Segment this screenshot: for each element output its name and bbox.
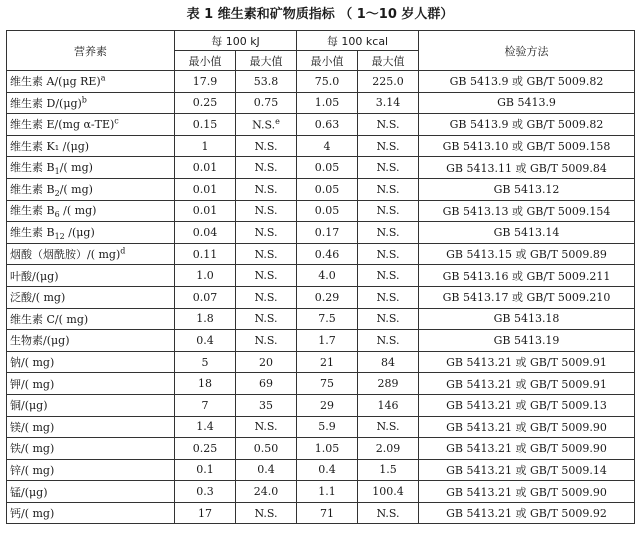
kcal-min-cell — [297, 481, 358, 503]
nutrient-name-text: 铁/( mg) — [10, 442, 55, 456]
nutrient-name-text: 维生素 C/( mg) — [10, 312, 89, 326]
value-text: N.S. — [254, 312, 278, 326]
kcal-min-cell — [297, 286, 358, 308]
nutrient-name-cell — [7, 351, 175, 373]
kj-max-cell — [236, 502, 297, 524]
value-text: 0.01 — [192, 182, 218, 196]
value-text: N.S. — [376, 182, 400, 196]
nutrient-name-cell — [7, 265, 175, 287]
kcal-max-cell — [358, 157, 419, 179]
nutrient-name-text: 维生素 K₁ /(μg) — [10, 140, 90, 154]
kj-max-cell — [236, 330, 297, 352]
kcal-max-cell — [358, 114, 419, 136]
value-text: 69 — [259, 377, 273, 391]
header-kcal-min: 最小值 — [297, 51, 358, 71]
table-row — [7, 92, 635, 114]
nutrient-name-cell — [7, 286, 175, 308]
kj-max-cell — [236, 157, 297, 179]
method-cell: GB 5413.18 — [419, 308, 635, 330]
kj-min-cell — [175, 286, 236, 308]
value-text: 24.0 — [253, 485, 279, 499]
value-text: 146 — [377, 398, 399, 412]
value-text: 0.50 — [253, 441, 279, 455]
kj-min-cell — [175, 178, 236, 200]
value-text: 4.0 — [318, 269, 336, 283]
nutrient-name-cell — [7, 92, 175, 114]
value-text: 0.17 — [314, 225, 340, 239]
kj-min-cell — [175, 351, 236, 373]
nutrient-name-text: 泛酸/( mg) — [10, 291, 66, 305]
header-kcal-max: 最大值 — [358, 51, 419, 71]
method-cell: GB 5413.21 或 GB/T 5009.91 — [419, 373, 635, 395]
value-text: 0.07 — [192, 290, 218, 304]
kj-min-cell — [175, 243, 236, 265]
value-text: N.S. — [254, 506, 278, 520]
table-row — [7, 502, 635, 524]
kj-max-cell — [236, 351, 297, 373]
nutrient-name-cell — [7, 200, 175, 222]
value-text: N.S. — [254, 204, 278, 218]
footnote-marker: c — [114, 116, 119, 126]
value-text: 0.15 — [192, 117, 218, 131]
value-text: N.S. — [376, 139, 400, 153]
table-row — [7, 178, 635, 200]
method-cell: GB 5413.12 — [419, 178, 635, 200]
value-text: 0.46 — [314, 247, 340, 261]
value-text: 0.4 — [257, 463, 275, 477]
nutrient-name-cell — [7, 135, 175, 157]
nutrient-name-text: 钾/( mg) — [10, 377, 55, 391]
value-text: 75 — [320, 377, 335, 391]
kcal-min-cell — [297, 502, 358, 524]
value-text: 5 — [201, 355, 209, 369]
table-row — [7, 438, 635, 460]
kcal-min-cell — [297, 135, 358, 157]
nutrient-name-text: 镁/( mg) — [10, 420, 55, 434]
nutrient-name-text: 叶酸/(μg) — [10, 269, 59, 283]
value-text: N.S. — [376, 333, 400, 347]
table-row — [7, 481, 635, 503]
nutrient-name-text: 烟酸（烟酰胺）/( mg) — [10, 248, 121, 262]
value-text: N.S. — [376, 420, 400, 434]
kcal-min-cell — [297, 394, 358, 416]
value-text: N.S. — [376, 312, 400, 326]
footnote-marker: a — [100, 73, 106, 83]
table-row — [7, 394, 635, 416]
nutrient-name-cell — [7, 481, 175, 503]
value-text: 1.5 — [379, 463, 397, 477]
table-row — [7, 286, 635, 308]
nutrient-name-text: 维生素 D/(μg) — [10, 96, 82, 110]
kj-max-cell — [236, 222, 297, 244]
value-text: 0.75 — [253, 96, 279, 110]
value-text: 71 — [320, 506, 335, 520]
method-cell: GB 5413.10 或 GB/T 5009.158 — [419, 135, 635, 157]
nutrient-name-cell — [7, 459, 175, 481]
nutrient-name-text: 维生素 B — [10, 225, 55, 239]
kcal-max-cell — [358, 481, 419, 503]
value-text: 84 — [381, 355, 396, 369]
kcal-min-cell — [297, 157, 358, 179]
kcal-min-cell — [297, 373, 358, 395]
method-cell: GB 5413.21 或 GB/T 5009.90 — [419, 416, 635, 438]
value-text: N.S. — [376, 204, 400, 218]
nutrient-name-cell — [7, 157, 175, 179]
table-row — [7, 157, 635, 179]
kj-max-cell — [236, 286, 297, 308]
kcal-min-cell — [297, 351, 358, 373]
nutrient-name-text: 铜/(μg) — [10, 399, 48, 413]
value-text: 0.25 — [192, 96, 218, 110]
kcal-max-cell — [358, 222, 419, 244]
value-text: 1.05 — [314, 96, 340, 110]
nutrient-name-unit: /(μg) — [64, 225, 95, 239]
kj-min-cell — [175, 265, 236, 287]
kcal-max-cell — [358, 308, 419, 330]
nutrient-name-cell — [7, 114, 175, 136]
table-row — [7, 308, 635, 330]
header-row-1 — [7, 31, 635, 51]
header-per-100kj: 每 100 kJ — [175, 31, 297, 51]
nutrient-name-cell — [7, 330, 175, 352]
nutrient-name-cell — [7, 416, 175, 438]
footnote-marker: b — [81, 95, 87, 105]
method-cell: GB 5413.11 或 GB/T 5009.84 — [419, 157, 635, 179]
kcal-max-cell — [358, 286, 419, 308]
value-text: 0.04 — [192, 225, 218, 239]
kj-min-cell — [175, 502, 236, 524]
value-text: 3.14 — [375, 96, 401, 110]
value-text: 1.0 — [196, 269, 214, 283]
value-text: N.S. — [376, 247, 400, 261]
value-text: 1.4 — [196, 420, 214, 434]
kcal-min-cell — [297, 438, 358, 460]
kcal-max-cell — [358, 394, 419, 416]
header-per-100kcal: 每 100 kcal — [297, 31, 419, 51]
value-text: 0.4 — [318, 463, 336, 477]
kj-max-cell — [236, 71, 297, 93]
table-row — [7, 114, 635, 136]
header-kj-max: 最大值 — [236, 51, 297, 71]
table-row — [7, 71, 635, 93]
header-method: 检验方法 — [419, 31, 635, 71]
nutrient-name-cell — [7, 71, 175, 93]
kcal-min-cell — [297, 265, 358, 287]
value-text: 0.05 — [314, 161, 340, 175]
value-text: 225.0 — [372, 74, 404, 88]
value-text: 0.25 — [192, 441, 218, 455]
kcal-max-cell — [358, 373, 419, 395]
value-text: N.S. — [254, 290, 278, 304]
value-text: N.S. — [254, 247, 278, 261]
method-cell: GB 5413.9 或 GB/T 5009.82 — [419, 71, 635, 93]
value-text: N.S. — [254, 420, 278, 434]
kcal-min-cell — [297, 92, 358, 114]
kcal-max-cell — [358, 178, 419, 200]
kcal-min-cell — [297, 222, 358, 244]
value-text: 0.3 — [196, 485, 214, 499]
method-cell: GB 5413.17 或 GB/T 5009.210 — [419, 286, 635, 308]
kcal-max-cell — [358, 351, 419, 373]
value-text: 100.4 — [372, 485, 404, 499]
value-text: N.S. — [254, 182, 278, 196]
nutrient-name-text: 维生素 A/(μg RE) — [10, 75, 101, 89]
nutrient-name-text: 维生素 B — [10, 161, 55, 175]
kj-max-cell — [236, 438, 297, 460]
kcal-min-cell — [297, 308, 358, 330]
table-row — [7, 265, 635, 287]
nutrient-name-unit: /( mg) — [59, 204, 97, 218]
table-row — [7, 459, 635, 481]
method-cell: GB 5413.15 或 GB/T 5009.89 — [419, 243, 635, 265]
value-text: 17.9 — [192, 74, 218, 88]
kcal-min-cell — [297, 200, 358, 222]
value-text: N.S. — [376, 161, 400, 175]
nutrient-name-text: 维生素 B — [10, 204, 55, 218]
table-row — [7, 222, 635, 244]
nutrient-name-cell — [7, 394, 175, 416]
kj-max-cell — [236, 200, 297, 222]
value-text: 1.1 — [318, 485, 336, 499]
kcal-max-cell — [358, 265, 419, 287]
kcal-max-cell — [358, 330, 419, 352]
value-text: 21 — [320, 355, 335, 369]
nutrient-name-subscript: 2 — [54, 188, 60, 198]
kj-min-cell — [175, 438, 236, 460]
kcal-min-cell — [297, 330, 358, 352]
nutrient-name-subscript: 12 — [54, 232, 65, 242]
value-text: 0.4 — [196, 333, 214, 347]
table-title: 表 1 维生素和矿物质指标 （ 1～10 岁人群） — [186, 7, 454, 22]
kj-min-cell — [175, 114, 236, 136]
table-row — [7, 135, 635, 157]
kcal-min-cell — [297, 71, 358, 93]
value-text: N.S. — [376, 117, 400, 131]
kcal-max-cell — [358, 438, 419, 460]
footnote-marker: d — [120, 246, 126, 256]
method-cell: GB 5413.21 或 GB/T 5009.90 — [419, 438, 635, 460]
kj-min-cell — [175, 416, 236, 438]
table-row — [7, 351, 635, 373]
value-text: 0.05 — [314, 204, 340, 218]
kj-min-cell — [175, 394, 236, 416]
kj-max-cell — [236, 308, 297, 330]
value-text: 7.5 — [318, 312, 336, 326]
kj-min-cell — [175, 157, 236, 179]
kj-max-cell — [236, 178, 297, 200]
value-text: 1.7 — [318, 333, 336, 347]
value-text: 289 — [377, 377, 399, 391]
kj-min-cell — [175, 459, 236, 481]
table-row — [7, 330, 635, 352]
nutrient-name-subscript: 1 — [54, 167, 60, 177]
method-cell: GB 5413.21 或 GB/T 5009.91 — [419, 351, 635, 373]
nutrient-name-cell — [7, 243, 175, 265]
value-text: N.S. — [376, 506, 400, 520]
value-text: N.S. — [376, 290, 400, 304]
value-text: 35 — [259, 398, 273, 412]
kj-min-cell — [175, 308, 236, 330]
value-text: 0.63 — [314, 117, 340, 131]
value-text: 0.29 — [314, 290, 340, 304]
kcal-min-cell — [297, 114, 358, 136]
method-cell: GB 5413.21 或 GB/T 5009.13 — [419, 394, 635, 416]
value-text: N.S. — [254, 225, 278, 239]
nutrient-name-cell — [7, 222, 175, 244]
nutrient-name-unit: /( mg) — [59, 161, 93, 175]
kj-max-cell — [236, 459, 297, 481]
kcal-max-cell — [358, 459, 419, 481]
value-text: 7 — [201, 398, 209, 412]
value-text: N.S. — [254, 161, 278, 175]
nutrient-spec-table — [6, 30, 635, 524]
value-text: N.S. — [376, 225, 400, 239]
kj-min-cell — [175, 71, 236, 93]
value-text: 18 — [198, 377, 212, 391]
table-row — [7, 200, 635, 222]
kj-max-cell — [236, 265, 297, 287]
value-text: 0.01 — [192, 204, 218, 218]
value-text: 1.05 — [314, 441, 340, 455]
kj-min-cell — [175, 373, 236, 395]
value-text: N.S. — [254, 333, 278, 347]
table-row — [7, 416, 635, 438]
method-cell: GB 5413.19 — [419, 330, 635, 352]
method-cell: GB 5413.21 或 GB/T 5009.14 — [419, 459, 635, 481]
method-cell: GB 5413.13 或 GB/T 5009.154 — [419, 200, 635, 222]
method-cell: GB 5413.9 或 GB/T 5009.82 — [419, 114, 635, 136]
nutrient-name-text: 维生素 B — [10, 182, 55, 196]
kj-max-cell — [236, 243, 297, 265]
method-cell: GB 5413.14 — [419, 222, 635, 244]
nutrient-name-cell — [7, 308, 175, 330]
kj-max-cell — [236, 481, 297, 503]
value-text: 29 — [320, 398, 335, 412]
kj-max-cell — [236, 416, 297, 438]
kj-max-cell — [236, 394, 297, 416]
kcal-max-cell — [358, 135, 419, 157]
table-body — [7, 71, 635, 524]
value-text: 17 — [198, 506, 212, 520]
kj-min-cell — [175, 135, 236, 157]
nutrient-name-text: 维生素 E/(mg α-TE) — [10, 118, 115, 132]
nutrient-name-text: 钙/( mg) — [10, 507, 55, 521]
value-text: 0.1 — [196, 463, 214, 477]
kj-max-cell — [236, 373, 297, 395]
value-text: 20 — [259, 355, 273, 369]
kj-max-cell — [236, 92, 297, 114]
nutrient-name-text: 锌/( mg) — [10, 463, 55, 477]
method-cell: GB 5413.21 或 GB/T 5009.92 — [419, 502, 635, 524]
method-cell: GB 5413.16 或 GB/T 5009.211 — [419, 265, 635, 287]
value-text: N.S. — [254, 139, 278, 153]
value-text: 53.8 — [253, 74, 279, 88]
footnote-marker: e — [275, 117, 280, 127]
kj-min-cell — [175, 92, 236, 114]
nutrient-name-text: 锰/(μg) — [10, 485, 48, 499]
nutrient-name-text: 生物素/(μg) — [10, 334, 70, 348]
kcal-min-cell — [297, 459, 358, 481]
value-text: 4 — [323, 139, 331, 153]
kj-min-cell — [175, 200, 236, 222]
nutrient-name-cell — [7, 373, 175, 395]
table-row — [7, 373, 635, 395]
kcal-min-cell — [297, 178, 358, 200]
kj-min-cell — [175, 330, 236, 352]
kcal-min-cell — [297, 243, 358, 265]
nutrient-name-unit: /( mg) — [59, 182, 93, 196]
header-kj-min: 最小值 — [175, 51, 236, 71]
method-cell: GB 5413.9 — [419, 92, 635, 114]
kcal-max-cell — [358, 71, 419, 93]
method-cell: GB 5413.21 或 GB/T 5009.90 — [419, 481, 635, 503]
kj-min-cell — [175, 222, 236, 244]
kcal-max-cell — [358, 92, 419, 114]
nutrient-name-text: 钠/( mg) — [10, 356, 55, 370]
value-text: 1 — [201, 139, 209, 153]
value-text: N.S. — [376, 269, 400, 283]
value-text: 0.11 — [192, 247, 218, 261]
nutrient-name-subscript: 6 — [54, 210, 60, 220]
value-text: 2.09 — [375, 441, 401, 455]
value-text: 5.9 — [318, 420, 336, 434]
kcal-max-cell — [358, 200, 419, 222]
kj-min-cell — [175, 481, 236, 503]
header-nutrient: 营养素 — [7, 31, 175, 71]
kj-max-cell — [236, 114, 297, 136]
value-text: N.S. — [252, 118, 276, 132]
value-text: 75.0 — [314, 74, 340, 88]
kj-max-cell — [236, 135, 297, 157]
kcal-min-cell — [297, 416, 358, 438]
kcal-max-cell — [358, 243, 419, 265]
kcal-max-cell — [358, 416, 419, 438]
nutrient-name-cell — [7, 178, 175, 200]
value-text: 0.01 — [192, 161, 218, 175]
table-row — [7, 243, 635, 265]
nutrient-name-cell — [7, 438, 175, 460]
kcal-max-cell — [358, 502, 419, 524]
value-text: N.S. — [254, 269, 278, 283]
value-text: 0.05 — [314, 182, 340, 196]
value-text: 1.8 — [196, 312, 214, 326]
nutrient-name-cell — [7, 502, 175, 524]
